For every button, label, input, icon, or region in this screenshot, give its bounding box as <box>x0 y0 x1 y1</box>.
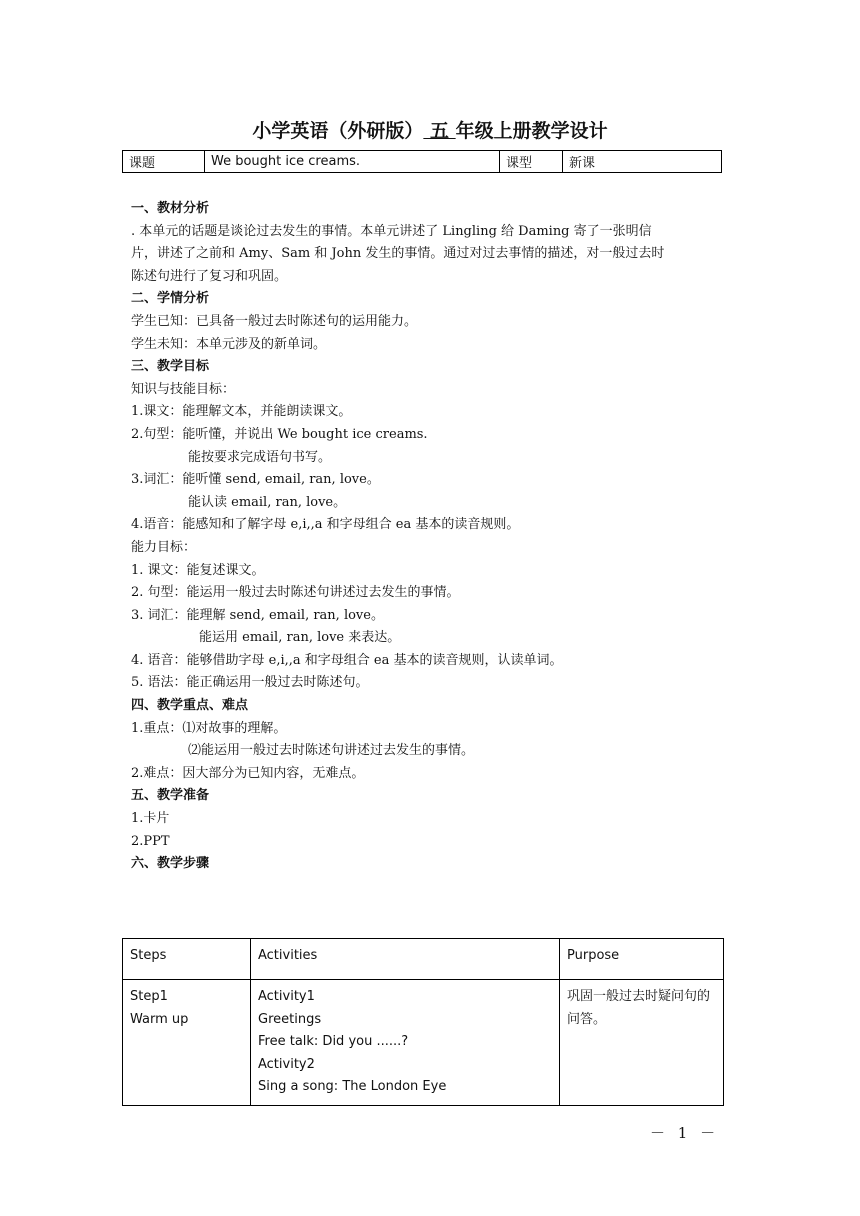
header-steps: Steps <box>123 939 251 980</box>
key-point-1: 1.重点：⑴对故事的理解。 <box>131 720 287 736</box>
activity-line: Activity2 <box>258 1056 315 1072</box>
topic-value: We bought ice creams. <box>205 151 500 173</box>
student-unknown: 学生未知：本单元涉及的新单词。 <box>131 336 327 352</box>
ability-phonics: 4. 语音：能够借助字母 e,i,,a 和字母组合 ea 基本的读音规则，认读单词。 <box>131 652 563 668</box>
section-heading-key-points: 四、教学重点、难点 <box>131 698 249 714</box>
objective-sentence-continued: 能按要求完成语句书写。 <box>188 449 332 465</box>
textbook-analysis-line-1: . 本单元的话题是谈论过去发生的事情。本单元讲述了 Lingling 给 Daming 寄了一张明信 <box>131 223 652 239</box>
objective-sentence: 2.句型：能听懂，并说出 We bought ice creams. <box>131 426 428 442</box>
ability-objectives-label: 能力目标： <box>131 539 197 555</box>
page-number: － 1 － <box>650 1124 720 1142</box>
section-heading-textbook-analysis: 一、教材分析 <box>131 201 210 216</box>
activity-line: Activity1 <box>258 989 315 1004</box>
teaching-steps-table <box>122 938 724 1106</box>
step-number: Step1 <box>130 989 168 1004</box>
preparation-ppt: 2.PPT <box>131 833 170 849</box>
ability-vocabulary: 3. 词汇：能理解 send, email, ran, love。 <box>131 607 384 623</box>
objective-vocabulary: 3.词汇：能听懂 send, email, ran, love。 <box>131 472 380 488</box>
document-title <box>0 116 860 143</box>
activities-cell <box>251 980 560 1106</box>
textbook-analysis-line-3: 陈述句进行了复习和巩固。 <box>131 268 288 284</box>
header-activities: Activities <box>251 939 560 980</box>
section-heading-teaching-steps: 六、教学步骤 <box>131 856 210 872</box>
title-grade: 五 <box>429 120 449 142</box>
table-row <box>123 980 724 1106</box>
lesson-info-table <box>122 150 722 173</box>
ability-text: 1. 课文：能复述课文。 <box>131 562 265 578</box>
knowledge-skill-objectives-label: 知识与技能目标： <box>131 381 236 397</box>
purpose-cell: 巩固一般过去时疑问句的问答。 <box>560 980 724 1106</box>
title-prefix: 小学英语（外研版） <box>252 120 424 142</box>
activity-line: Greetings <box>258 1011 322 1027</box>
key-point-2: ⑵能运用一般过去时陈述句讲述过去发生的事情。 <box>188 743 475 759</box>
objective-text: 1.课文：能理解文本，并能朗读课文。 <box>131 404 352 420</box>
preparation-cards: 1.卡片 <box>131 811 170 827</box>
lesson-plan-body <box>131 198 731 876</box>
ability-vocabulary-continued: 能运用 email, ran, love 来表达。 <box>199 630 401 646</box>
student-known: 学生已知：已具备一般过去时陈述句的运用能力。 <box>131 313 418 329</box>
table-header-row <box>123 939 724 980</box>
ability-grammar: 5. 语法：能正确运用一般过去时陈述句。 <box>131 675 369 691</box>
textbook-analysis-line-2: 片，讲述了之前和 Amy、Sam 和 John 发生的事情。通过对过去事情的描述，对一般过去时 <box>131 246 665 262</box>
objective-vocabulary-continued: 能认读 email, ran, love。 <box>188 494 347 510</box>
difficult-point: 2.难点：因大部分为已知内容，无难点。 <box>131 765 365 781</box>
step-name: Warm up <box>130 1011 189 1027</box>
activity-line: Free talk: Did you ......? <box>258 1034 409 1049</box>
type-value: 新课 <box>563 151 722 173</box>
header-purpose: Purpose <box>560 939 724 980</box>
activity-line: Sing a song: The London Eye <box>258 1079 447 1094</box>
section-heading-objectives: 三、教学目标 <box>131 359 210 375</box>
type-label: 课型 <box>500 151 563 173</box>
section-heading-student-analysis: 二、学情分析 <box>131 291 210 307</box>
title-suffix: 年级上册教学设计 <box>455 120 608 142</box>
objective-phonics: 4.语音：能感知和了解字母 e,i,,a 和字母组合 ea 基本的读音规则。 <box>131 517 520 533</box>
step-cell <box>123 980 251 1106</box>
ability-sentence: 2. 句型：能运用一般过去时陈述句讲述过去发生的事情。 <box>131 585 460 601</box>
section-heading-preparation: 五、教学准备 <box>131 788 210 804</box>
topic-label: 课题 <box>123 151 205 173</box>
